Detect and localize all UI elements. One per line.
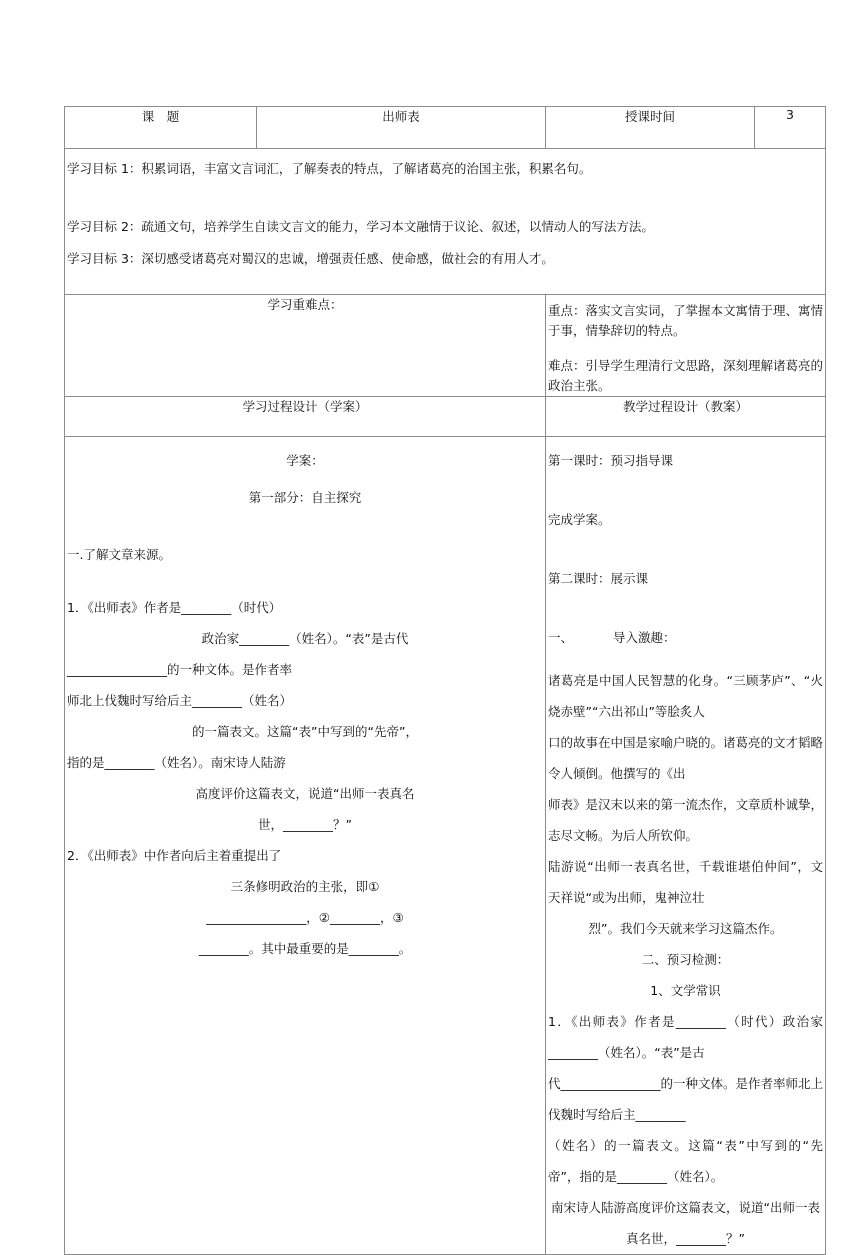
- intro-paragraph-line: 师表》是汉末以来的第一流杰作，文章质朴诚挚，志尽文畅。为后人所钦仰。: [548, 797, 824, 843]
- key-points-label: 学习重难点：: [65, 295, 546, 397]
- intro-paragraph-line: 烈”。我们今天就来学习这篇杰作。: [588, 921, 783, 936]
- preview-check-heading: 二、预习检测：: [641, 952, 730, 967]
- intro-paragraph-line: 诸葛亮是中国人民智慧的化身。“三顾茅庐”、“火烧赤壁”“六出祁山”等脍炙人: [548, 673, 823, 719]
- topic-label: 课 题: [65, 107, 257, 149]
- lesson-title: 出师表: [257, 107, 546, 149]
- second-lesson-heading: 第二课时：展示课: [548, 571, 649, 586]
- part-one-heading: 第一部分：自主探究: [248, 490, 362, 505]
- intro-paragraph-line: 口的故事在中国是家喻户晓的。诸葛亮的文才韬略令人倾倒。他撰写的《出: [548, 735, 824, 781]
- question-line: ________________，②________，③: [206, 910, 404, 925]
- process-content-row: [65, 437, 826, 1255]
- process-header-row: [65, 397, 826, 437]
- question-line: 三条修明政治的主张，即①: [230, 879, 380, 894]
- question-line: 政治家________（姓名）。“表”是古代: [201, 631, 409, 646]
- intro-number: 一、: [548, 630, 574, 645]
- question-line: 世，________？”: [258, 817, 352, 832]
- learning-goals: [65, 149, 826, 295]
- lesson-plan-table: [64, 106, 826, 1255]
- question-line: 2．《出师表》中作者向后主着重提出了: [67, 848, 282, 863]
- question-line: 指的是________（姓名）。南宋诗人陆游: [67, 755, 286, 770]
- preview-question-line: 1．《出师表》作者是________（时代）政治家________（姓名）。“表”是古: [548, 1014, 823, 1060]
- class-time-label: 授课时间: [546, 107, 755, 149]
- goal-1: 学习目标 1：积累词语，丰富文言词汇，了解奏表的特点，了解诸葛亮的治国主张，积累名句。: [67, 161, 592, 176]
- teacher-design-header: 教学过程设计（教案）: [546, 397, 826, 437]
- question-line: 师北上伐魏时写给后主________（姓名）: [67, 693, 293, 708]
- preview-question-line: 代________________的一种文体。是作者率师北上伐魏时写给后主________: [548, 1076, 824, 1122]
- goal-3: 学习目标 3：深切感受诸葛亮对蜀汉的忠诚，增强责任感、使命感，做社会的有用人才。: [67, 251, 554, 266]
- goals-row: [65, 149, 826, 295]
- intro-title: 导入激趣：: [613, 630, 676, 645]
- teacher-design-column: [546, 437, 826, 1255]
- key-points-row: [65, 295, 826, 397]
- goal-2: 学习目标 2：疏通文句，培养学生自读文言文的能力，学习本文融情于议论、叙述，以情动人的写法方法。: [67, 219, 654, 234]
- key-point: 重点：落实文言实词，了掌握本文寓情于理、寓情于事，情挚辞切的特点。: [548, 303, 824, 338]
- question-line: 的一篇表文。这篇“表”中写到的“先帝”，: [192, 724, 418, 739]
- header-row: [65, 107, 826, 149]
- first-lesson-heading: 第一课时：预习指导课: [548, 453, 674, 468]
- intro-heading: [548, 622, 823, 653]
- key-points-text: [546, 295, 826, 397]
- question-line: ________________的一种文体。是作者率: [67, 662, 293, 677]
- question-line: ________。其中最重要的是________。: [198, 941, 412, 956]
- question-line: 高度评价这篇表文，说道“出师一表真名: [195, 786, 415, 801]
- student-plan-heading: 学案：: [286, 453, 324, 468]
- question-line: 1．《出师表》作者是________（时代）: [67, 600, 282, 615]
- section-heading: 一.了解文章来源。: [67, 547, 171, 562]
- intro-paragraph-line: 陆游说“出师一表真名世，千载谁堪伯仲间”，文天祥说“或为出师，鬼神泣壮: [548, 859, 823, 905]
- class-time-value: 3: [755, 107, 826, 149]
- preview-question-line: （姓名）的一篇表文。这篇“表”中写到的“先帝”，指的是________（姓名）。: [548, 1138, 823, 1184]
- first-lesson-task: 完成学案。: [548, 512, 611, 527]
- literary-knowledge-heading: 1、文学常识: [650, 983, 721, 998]
- difficulty-point: 难点：引导学生理清行文思路，深刻理解诸葛亮的政治主张。: [548, 358, 824, 393]
- preview-question-line: 南宋诗人陆游高度评价这篇表文，说道“出师一表真名世，________？”: [551, 1200, 820, 1246]
- student-design-column: [65, 437, 546, 1255]
- student-design-header: 学习过程设计（学案）: [65, 397, 546, 437]
